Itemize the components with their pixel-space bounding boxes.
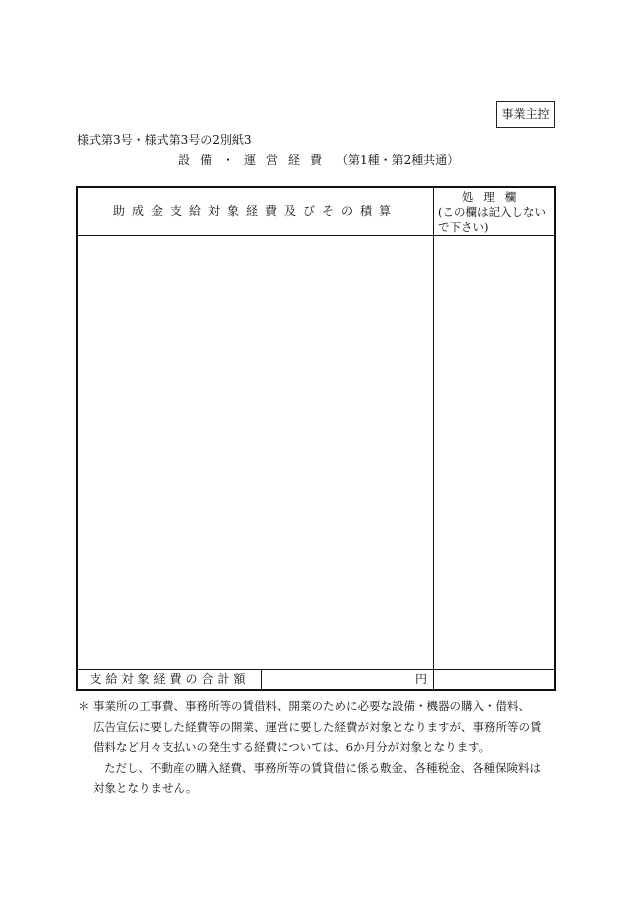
- note-line: 広告宣伝に要した経費等の開業、運営に要した経費が対象となりますが、事務所等の賃: [93, 719, 542, 734]
- form-title-sub: （第1種・第2種共通）: [336, 153, 460, 167]
- total-label: 支給対象経費の合計額: [78, 670, 262, 689]
- note-marker: ＊: [78, 699, 90, 713]
- note-line: 事業所の工事費、事務所等の賃借料、開業のために必要な設備・機器の購入・借料、: [93, 699, 530, 713]
- note-line: 借料など月々支払いの発生する経費については、6か月分が対象となります。: [93, 740, 491, 754]
- form-number: 様式第3号・様式第3号の2別紙3: [77, 133, 252, 147]
- processing-header-note-1: (この欄は記入しない: [438, 205, 546, 219]
- total-processing-cell: [434, 670, 554, 689]
- expense-table: [76, 186, 556, 691]
- processing-column-header: [434, 190, 554, 235]
- processing-header-note-2: で下さい): [438, 220, 489, 234]
- form-title: [178, 151, 459, 168]
- form-title-main: 設備・運営経費: [178, 153, 333, 167]
- notes-section: [78, 696, 558, 799]
- processing-entry-area: [434, 236, 554, 669]
- expense-entry-area[interactable]: [78, 236, 433, 669]
- note-line: ただし、不動産の購入経費、事務所等の賃貸借に係る敷金、各種税金、各種保険料は: [104, 760, 541, 775]
- processing-header-title: 処理欄: [461, 190, 527, 204]
- total-amount-field[interactable]: [262, 670, 434, 689]
- note-line: 対象となりません。: [93, 781, 198, 795]
- copy-designation-box: 事業主控: [496, 101, 555, 128]
- total-unit: 円: [414, 672, 427, 686]
- expense-column-header: 助成金支給対象経費及びその積算: [112, 204, 398, 218]
